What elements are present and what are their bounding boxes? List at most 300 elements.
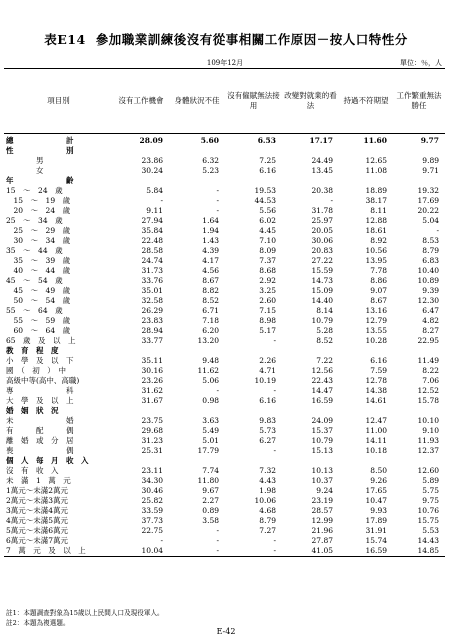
- cell-value: 22.75: [141, 526, 163, 535]
- cell-value: 9.89: [422, 156, 439, 165]
- row-label: 有 配 偶: [6, 426, 74, 435]
- cell-value: 15.09: [311, 286, 333, 295]
- cell-value: 35.01: [141, 286, 163, 295]
- cell-value: 8.53: [422, 236, 439, 245]
- cell-value: [225, 346, 282, 356]
- table-row: [4, 546, 445, 557]
- row-label: 婚 姻 狀 況: [6, 406, 59, 415]
- cell-value: 20.22: [417, 206, 439, 215]
- survey-period: 109年12月: [206, 59, 244, 67]
- cell-value: 1.43: [202, 236, 219, 245]
- cell-value: -: [169, 546, 225, 557]
- cell-value: 23.19: [311, 496, 333, 505]
- cell-value: 5.04: [422, 216, 439, 225]
- row-label: 專 科: [6, 386, 74, 395]
- cell-value: 5.56: [259, 206, 276, 215]
- footnote-2: 註2：本題為複選題。: [6, 619, 70, 627]
- cell-value: 22.95: [417, 336, 439, 345]
- cell-value: 25.82: [141, 496, 163, 505]
- cell-value: 12.79: [365, 316, 387, 325]
- cell-value: [169, 176, 225, 186]
- cell-value: 9.11: [146, 206, 163, 215]
- cell-value: 9.75: [422, 496, 439, 505]
- col-salary-header: 沒有僱賦無法接用: [225, 69, 282, 134]
- cell-value: 18.89: [365, 186, 387, 195]
- table-row: [4, 386, 445, 396]
- cell-value: 14.61: [365, 396, 387, 405]
- cell-value: 14.85: [393, 546, 445, 557]
- cell-value: 10.79: [311, 316, 333, 325]
- row-label: 性 別: [6, 146, 74, 155]
- row-label: 5萬元～未滿6萬元: [6, 526, 69, 535]
- cell-value: 12.37: [417, 446, 439, 455]
- cell-value: 17.69: [417, 196, 439, 205]
- cell-value: 14.11: [365, 436, 387, 445]
- cell-value: 11.08: [365, 166, 387, 175]
- cell-value: 13.55: [365, 326, 387, 335]
- table-row: [4, 426, 445, 436]
- cell-value: 28.94: [141, 326, 163, 335]
- cell-value: 7.78: [370, 266, 387, 275]
- cell-value: [282, 406, 339, 416]
- cell-value: 9.48: [202, 356, 219, 365]
- cell-value: 7.15: [259, 306, 276, 315]
- cell-value: 7.25: [259, 156, 276, 165]
- cell-value: 10.28: [365, 336, 387, 345]
- table-row: [4, 246, 445, 256]
- cell-value: [393, 456, 445, 466]
- row-label: 35 ～ 39 歲: [6, 256, 71, 265]
- cell-value: 8.11: [370, 206, 387, 215]
- cell-value: 15.74: [365, 536, 387, 545]
- unit-label: 單位：％，人: [400, 59, 442, 67]
- row-label: 25 ～ 34 歲: [6, 216, 63, 225]
- cell-value: 30.46: [141, 486, 163, 495]
- row-label: 未 婚: [6, 416, 74, 425]
- table-row: [4, 296, 445, 306]
- cell-value: 10.04: [113, 546, 169, 557]
- cell-value: 15.13: [311, 446, 333, 455]
- header-row: [4, 69, 445, 134]
- cell-value: 4.82: [422, 316, 439, 325]
- cell-value: 14.73: [311, 276, 333, 285]
- row-label: 35 ～ 44 歲: [6, 246, 63, 255]
- cell-value: 10.06: [254, 496, 276, 505]
- col-category-header: 項目別: [4, 69, 113, 134]
- cell-value: 21.96: [311, 526, 333, 535]
- row-label: 未 滿 1 萬 元: [6, 476, 71, 485]
- cell-value: 8.14: [316, 306, 333, 315]
- cell-value: 6.83: [422, 256, 439, 265]
- cell-value: 13.16: [365, 306, 387, 315]
- cell-value: [339, 146, 393, 156]
- cell-value: 8.52: [316, 336, 333, 345]
- cell-value: [339, 406, 393, 416]
- cell-value: 4.68: [259, 506, 276, 515]
- cell-value: 13.20: [197, 336, 219, 345]
- table-row: [4, 326, 445, 336]
- cell-value: 0.98: [202, 396, 219, 405]
- row-label: 40 ～ 44 歲: [6, 266, 71, 275]
- cell-value: 6.16: [370, 356, 387, 365]
- cell-value: 8.86: [370, 276, 387, 285]
- row-label: 個 人 每 月 收 入: [6, 456, 89, 465]
- cell-value: 6.16: [259, 166, 276, 175]
- cell-value: 17.17: [309, 136, 333, 145]
- cell-value: 33.76: [141, 276, 163, 285]
- table-row: [4, 376, 445, 386]
- cell-value: 3.25: [259, 286, 276, 295]
- cell-value: 30.06: [311, 236, 333, 245]
- cell-value: 38.17: [365, 196, 387, 205]
- cell-value: 9.77: [420, 136, 439, 145]
- cell-value: 13.45: [311, 166, 333, 175]
- cell-value: 13.95: [365, 256, 387, 265]
- cell-value: 7.27: [259, 526, 276, 535]
- cell-value: 12.52: [417, 386, 439, 395]
- cell-value: -: [273, 446, 276, 455]
- cell-value: 10.37: [311, 476, 333, 485]
- cell-value: 9.07: [370, 286, 387, 295]
- cell-value: [282, 346, 339, 356]
- footnotes: [6, 608, 164, 628]
- cell-value: 8.79: [422, 246, 439, 255]
- cell-value: 28.09: [139, 136, 163, 145]
- table-row: [4, 416, 445, 426]
- statistics-table: [4, 68, 445, 557]
- row-label: 50 ～ 54 歲: [6, 296, 71, 305]
- cell-value: 7.06: [422, 376, 439, 385]
- cell-value: 29.68: [141, 426, 163, 435]
- cell-value: 35.11: [141, 356, 163, 365]
- cell-value: 31.91: [365, 526, 387, 535]
- cell-value: 8.52: [202, 296, 219, 305]
- table-title-text: 參加職業訓練後沒有從事相關工作原因－按人口特性分: [95, 32, 408, 47]
- table-row: [4, 166, 445, 176]
- cell-value: 9.39: [422, 286, 439, 295]
- cell-value: 15.78: [417, 396, 439, 405]
- row-label: 25 ～ 29 歲: [6, 226, 71, 235]
- table-row: [4, 356, 445, 366]
- cell-value: 8.50: [370, 466, 387, 475]
- col-employer-view-header: 改變對就業的看法: [282, 69, 339, 134]
- cell-value: 6.71: [202, 306, 219, 315]
- cell-value: [339, 456, 393, 466]
- cell-value: 8.27: [422, 326, 439, 335]
- cell-value: 7.37: [259, 256, 276, 265]
- cell-value: 23.26: [141, 376, 163, 385]
- cell-value: 28.58: [141, 246, 163, 255]
- cell-value: 11.49: [417, 356, 439, 365]
- cell-value: 12.30: [417, 296, 439, 305]
- table-row: [4, 346, 445, 356]
- cell-value: 4.43: [259, 476, 276, 485]
- cell-value: 2.92: [259, 276, 276, 285]
- cell-value: 3.63: [202, 416, 219, 425]
- cell-value: 1.98: [259, 486, 276, 495]
- row-label: 65 歲 及 以 上: [6, 336, 76, 345]
- cell-value: [169, 346, 225, 356]
- cell-value: 9.10: [422, 426, 439, 435]
- cell-value: 11.62: [197, 366, 219, 375]
- cell-value: 3.58: [202, 516, 219, 525]
- table-row: [4, 176, 445, 186]
- cell-value: 5.06: [202, 376, 219, 385]
- cell-value: -: [216, 196, 219, 205]
- cell-value: 8.67: [370, 296, 387, 305]
- table-row: [4, 466, 445, 476]
- cell-value: -: [216, 536, 219, 545]
- table-row: [4, 156, 445, 166]
- cell-value: 10.76: [417, 506, 439, 515]
- table-row: [4, 436, 445, 446]
- col-no-opportunity-header: 沒有工作機會: [113, 69, 169, 134]
- row-label: 20 ～ 24 歲: [6, 206, 71, 215]
- cell-value: 12.47: [365, 416, 387, 425]
- cell-value: 16.59: [311, 396, 333, 405]
- cell-value: 5.60: [200, 136, 219, 145]
- cell-value: -: [216, 206, 219, 215]
- cell-value: 8.79: [259, 516, 276, 525]
- row-label: 年 齡: [6, 176, 74, 185]
- cell-value: 33.59: [141, 506, 163, 515]
- cell-value: [169, 146, 225, 156]
- cell-value: 8.98: [259, 316, 276, 325]
- cell-value: 19.32: [417, 186, 439, 195]
- cell-value: 10.18: [365, 446, 387, 455]
- cell-value: 23.11: [141, 466, 163, 475]
- col-environment-header: 工作繁重無法勝任: [393, 69, 445, 134]
- cell-value: 22.48: [141, 236, 163, 245]
- cell-value: 0.89: [202, 506, 219, 515]
- cell-value: 10.56: [365, 246, 387, 255]
- cell-value: 35.84: [141, 226, 163, 235]
- cell-value: [393, 176, 445, 186]
- row-label: 男: [6, 156, 44, 165]
- table-row: [4, 526, 445, 536]
- page-number: E-42: [216, 627, 236, 636]
- cell-value: 12.78: [365, 376, 387, 385]
- cell-value: 20.38: [311, 186, 333, 195]
- cell-value: -: [216, 526, 219, 535]
- cell-value: [393, 146, 445, 156]
- cell-value: [113, 456, 169, 466]
- cell-value: 10.79: [311, 436, 333, 445]
- cell-value: 20.05: [311, 226, 333, 235]
- cell-value: 9.83: [259, 416, 276, 425]
- row-label: 教 育 程 度: [6, 346, 59, 355]
- cell-value: [113, 146, 169, 156]
- cell-value: 7.74: [202, 466, 219, 475]
- cell-value: 14.43: [417, 536, 439, 545]
- row-label: 60 ～ 64 歲: [6, 326, 71, 335]
- table-body: [4, 134, 445, 557]
- cell-value: 8.82: [202, 286, 219, 295]
- row-label: 1萬元～未滿2萬元: [6, 486, 69, 495]
- table-code: 表E14: [44, 32, 86, 47]
- cell-value: 8.92: [370, 236, 387, 245]
- cell-value: 34.30: [141, 476, 163, 485]
- cell-value: 14.40: [311, 296, 333, 305]
- cell-value: 31.78: [311, 206, 333, 215]
- table-row: [4, 396, 445, 406]
- cell-value: [282, 146, 339, 156]
- table-row: [4, 446, 445, 456]
- cell-value: 15.75: [417, 516, 439, 525]
- cell-value: [393, 346, 445, 356]
- cell-value: 44.53: [254, 196, 276, 205]
- row-label: 國 （ 初 ） 中: [6, 366, 66, 375]
- cell-value: [393, 406, 445, 416]
- cell-value: [282, 456, 339, 466]
- cell-value: 14.47: [311, 386, 333, 395]
- row-label: 總 計: [6, 136, 74, 145]
- cell-value: 17.89: [365, 516, 387, 525]
- cell-value: [282, 176, 339, 186]
- cell-value: -: [160, 196, 163, 205]
- table-row: [4, 146, 445, 156]
- row-label: 15 ～ 24 歲: [6, 186, 63, 195]
- cell-value: 2.26: [259, 356, 276, 365]
- cell-value: 5.84: [146, 186, 163, 195]
- row-label: 4萬元～未滿5萬元: [6, 516, 69, 525]
- cell-value: 25.31: [141, 446, 163, 455]
- cell-value: 5.89: [422, 476, 439, 485]
- cell-value: 6.27: [259, 436, 276, 445]
- row-label: 大 學 及 以 上: [6, 396, 74, 405]
- cell-value: 5.49: [202, 426, 219, 435]
- table-row: [4, 206, 445, 216]
- col-expect-header: 持過不符期望: [339, 69, 393, 134]
- cell-value: 24.09: [311, 416, 333, 425]
- cell-value: 27.94: [141, 216, 163, 225]
- cell-value: 4.71: [259, 366, 276, 375]
- col-health-header: 身體狀況不佳: [169, 69, 225, 134]
- cell-value: 8.68: [259, 266, 276, 275]
- cell-value: [225, 176, 282, 186]
- cell-value: 8.22: [422, 366, 439, 375]
- cell-value: 24.49: [311, 156, 333, 165]
- cell-value: -: [216, 386, 219, 395]
- cell-value: 6.53: [257, 136, 276, 145]
- cell-value: 1.64: [202, 216, 219, 225]
- cell-value: 30.16: [141, 366, 163, 375]
- cell-value: 4.45: [259, 226, 276, 235]
- row-label: 喪 偶: [6, 446, 74, 455]
- table-row: [4, 486, 445, 496]
- cell-value: [113, 406, 169, 416]
- cell-value: 23.86: [141, 156, 163, 165]
- row-label: 6萬元～未滿7萬元: [6, 536, 69, 545]
- cell-value: -: [225, 546, 282, 557]
- cell-value: 6.16: [259, 396, 276, 405]
- row-label: 3萬元～未滿4萬元: [6, 506, 69, 515]
- cell-value: -: [273, 336, 276, 345]
- cell-value: 11.93: [417, 436, 439, 445]
- table-row: [4, 336, 445, 346]
- row-label: 15 ～ 19 歲: [6, 196, 71, 205]
- cell-value: 8.67: [202, 276, 219, 285]
- cell-value: 5.17: [259, 326, 276, 335]
- table-row: [4, 236, 445, 246]
- cell-value: 7.32: [259, 466, 276, 475]
- cell-value: 20.83: [311, 246, 333, 255]
- cell-value: -: [330, 196, 333, 205]
- cell-value: 19.53: [254, 186, 276, 195]
- cell-value: 24.74: [141, 256, 163, 265]
- row-label: 55 ～ 64 歲: [6, 306, 63, 315]
- cell-value: 37.73: [141, 516, 163, 525]
- cell-value: 6.32: [202, 156, 219, 165]
- cell-value: 5.28: [316, 326, 333, 335]
- cell-value: 17.79: [197, 446, 219, 455]
- cell-value: 22.43: [311, 376, 333, 385]
- cell-value: 10.47: [365, 496, 387, 505]
- table-row: [4, 256, 445, 266]
- footnote-1: 註1：本題調查對象為15歲以上民間人口及現役軍人。: [6, 609, 164, 617]
- cell-value: 12.56: [311, 366, 333, 375]
- table-row: [4, 286, 445, 296]
- cell-value: 2.60: [259, 296, 276, 305]
- cell-value: 2.27: [202, 496, 219, 505]
- cell-value: 9.26: [370, 476, 387, 485]
- cell-value: 31.73: [141, 266, 163, 275]
- row-label: 2萬元～未滿3萬元: [6, 496, 69, 505]
- cell-value: 30.24: [141, 166, 163, 175]
- row-label: 45 ～ 54 歲: [6, 276, 63, 285]
- cell-value: 6.20: [202, 326, 219, 335]
- row-label: 55 ～ 59 歲: [6, 316, 71, 325]
- table-row: [4, 306, 445, 316]
- cell-value: 32.58: [141, 296, 163, 305]
- table-row: [4, 536, 445, 546]
- cell-value: [225, 146, 282, 156]
- cell-value: 25.97: [311, 216, 333, 225]
- cell-value: 15.59: [311, 266, 333, 275]
- table-row: [4, 186, 445, 196]
- cell-value: 12.88: [365, 216, 387, 225]
- cell-value: 10.13: [311, 466, 333, 475]
- table-title: [0, 30, 452, 48]
- row-label: 離 婚 或 分 居: [6, 436, 74, 445]
- cell-value: 27.87: [311, 536, 333, 545]
- table-row: [4, 134, 445, 147]
- row-label: 沒 有 收 入: [6, 466, 59, 475]
- cell-value: -: [436, 226, 439, 235]
- cell-value: 5.53: [422, 526, 439, 535]
- cell-value: 16.59: [339, 546, 393, 557]
- table-row: [4, 226, 445, 236]
- cell-value: 11.00: [365, 426, 387, 435]
- cell-value: -: [160, 536, 163, 545]
- cell-value: -: [216, 186, 219, 195]
- cell-value: 8.09: [259, 246, 276, 255]
- table-row: [4, 476, 445, 486]
- cell-value: 12.99: [311, 516, 333, 525]
- cell-value: [225, 406, 282, 416]
- cell-value: 6.47: [422, 306, 439, 315]
- cell-value: 12.65: [365, 156, 387, 165]
- cell-value: -: [273, 536, 276, 545]
- cell-value: [169, 456, 225, 466]
- cell-value: 9.93: [370, 506, 387, 515]
- cell-value: 10.19: [254, 376, 276, 385]
- cell-value: 5.73: [259, 426, 276, 435]
- cell-value: 31.67: [141, 396, 163, 405]
- table-row: [4, 406, 445, 416]
- cell-value: 5.01: [202, 436, 219, 445]
- cell-value: 4.39: [202, 246, 219, 255]
